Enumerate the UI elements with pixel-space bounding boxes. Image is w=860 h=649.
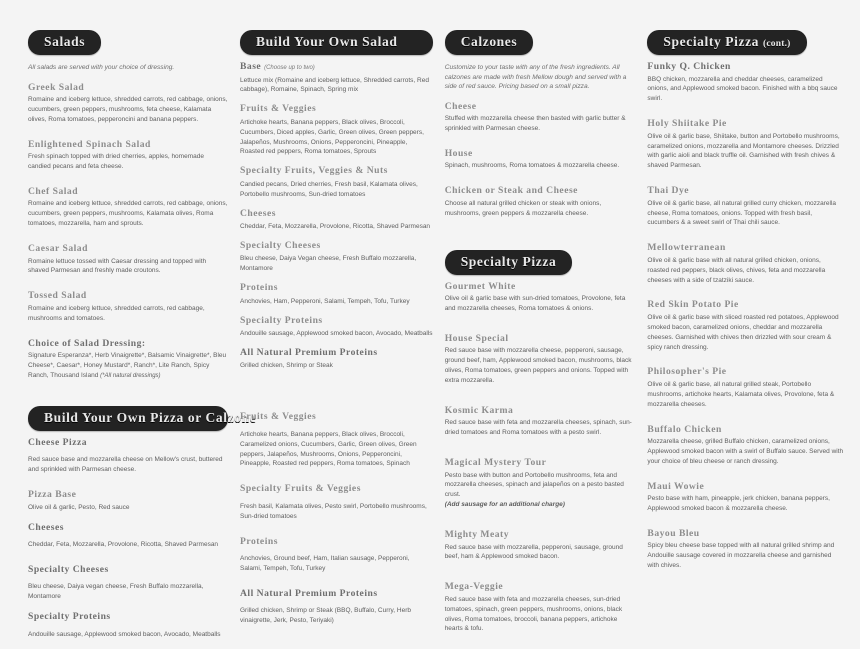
item-description-note [445, 500, 636, 510]
item-name: Proteins [240, 535, 278, 547]
item-name: Funky Q. Chicken [647, 61, 731, 72]
item-name: Magical Mystery Tour [444, 457, 547, 469]
menu-item-tossed-salad [28, 290, 228, 323]
item-name: Chef Salad [28, 185, 79, 197]
item-description: Lettuce mix (Romaine and iceberg lettuce, Shredded carrots, Red cabbage), Romaine, Spinach, Spring mix [240, 76, 429, 94]
item-name: Specialty Cheeses [28, 563, 109, 575]
item-name [240, 61, 433, 73]
dressing-list: Signature Esperanza*, Herb Vinaigrette*, Balsamic Vinaigrette*, Bleu Cheese*, Caesar*, Honey Mustard*, Ranch*, Lite Ranch, Spicy Ranch, Thousand Island [28, 352, 227, 379]
menu-item-specialty-cheeses [28, 564, 228, 602]
item-description: Romaine and iceberg lettuce, shredded carrots, red cabbage, onions, cucumbers, green peppers, mushrooms, feta cheese, Kalamata olives, Roma tomatoes, pepperoncini and banana peppers. [28, 96, 228, 123]
item-name: Caesar Salad [28, 243, 88, 255]
item-description: Pesto base with ham, pineapple, jerk chicken, banana peppers, Applewood smoked bacon & mozzarella cheese. [647, 495, 830, 512]
menu-item-pizza-fruits-veggies [240, 411, 433, 469]
menu-item-salad-proteins [240, 282, 433, 306]
item-name: Kosmic Karma [444, 404, 514, 416]
item-description: Cheddar, Feta, Mozzarella, Provolone, Ricotta, Shaved Parmesan [28, 541, 219, 549]
section-title-build-pizza: Build Your Own Pizza or Calzone [44, 409, 257, 425]
item-name: Maui Wowie [647, 480, 705, 492]
item-description: Stuffed with mozzarella cheese then basted with garlic butter & sprinkled with Parmesan cheese. [444, 115, 626, 133]
section-title-specialty-pizza: Specialty Pizza [460, 253, 557, 269]
menu-item-salad-base [240, 61, 433, 95]
menu-item-holy-shiitake-pie [647, 118, 844, 171]
spacer [445, 323, 636, 333]
menu-item-salad-specialty-fruits-veggies-nuts [240, 165, 433, 199]
item-description: Artichoke hearts, Banana peppers, Black olives, Broccoli, Cucumbers, Diced apples, Garlic, Green olives, Green peppers, Jalapeños, Mushrooms, Onions, Pepperoncini, Pineapple, Roasted red peppers, Roma tomatoes, Sprouts [240, 118, 424, 156]
item-name: Proteins [240, 282, 278, 294]
item-description: Red sauce base with feta and mozzarella cheeses, spinach, sun-dried tomatoes and Roma tomatoes with a pesto swirl. [444, 419, 632, 437]
menu-item-enlightened-spinach-salad [28, 139, 228, 172]
item-name: Gourmet White [444, 280, 516, 292]
item-description: Artichoke hearts, Banana peppers, Black olives, Broccoli, Caramelized onions, Cucumbers, Garlic, Green olives, Green peppers, Jalapeños, Mushrooms, Onions, Pepperoncini, Pineapple, Roasted red peppers, Roma tomatoes, Spinach [240, 430, 417, 468]
item-name: Cheese [444, 100, 477, 112]
item-description: Spicy bleu cheese base topped with all natural grilled shrimp and Andouille sausage covered in mozzarella cheese and garnished with chives. [647, 542, 835, 570]
item-description: Olive oil & garlic base with all natural grilled chicken, onions, roasted red peppers, black olives, chives, feta and mozzarella cheeses with a side of tzatziki sauce. [647, 256, 826, 284]
section-title-calzones: Calzones [460, 34, 518, 49]
item-name: Buffalo Chicken [647, 423, 722, 435]
menu-item-mighty-meaty [445, 529, 636, 562]
item-description: Anchovies, Ground beef, Ham, Italian sausage, Pepperoni, Salami, Tempeh, Tofu, Turkey [240, 555, 410, 572]
spacer [445, 519, 636, 529]
item-description: Red sauce base and mozzarella cheese on Mellow's crust, buttered and sprinkled with Parmesan cheese. [28, 456, 223, 474]
menu-item-pizza-proteins [240, 536, 433, 574]
menu-item-maui-wowie [647, 481, 844, 514]
item-description: Olive oil & garlic base, all natural grilled curry chicken, mozzarella cheese, Roma tomatoes, onions. Topped with fresh basil, cucumbers & a sweet swirl of Thai chili sauce. [647, 199, 836, 227]
menu-item-salad-dressing-choices [28, 338, 228, 381]
item-name: House Special [444, 332, 509, 344]
item-description: Fresh spinach topped with dried cherries, apples, homemade candied pecans and feta cheese. [28, 153, 204, 171]
item-description: Grilled chicken, Shrimp or Steak [240, 362, 333, 370]
item-description: Andouille sausage, Applewood smoked bacon, Avocado, Meatballs [240, 330, 433, 337]
item-name: Red Skin Potato Pie [647, 299, 739, 311]
menu-item-kosmic-karma [445, 405, 636, 438]
item-description: Anchovies, Ham, Pepperoni, Salami, Tempeh, Tofu, Turkey [240, 297, 410, 305]
menu-item-chef-salad [28, 186, 228, 229]
item-name: Philosopher's Pie [647, 366, 727, 378]
item-description: Olive oil & garlic base with sun-dried tomatoes, Provolone, feta and mozzarella cheeses, Roma tomatoes & onions. [444, 295, 626, 312]
item-name: Specialty Proteins [240, 314, 323, 326]
item-name: All Natural Premium Proteins [240, 346, 378, 358]
item-description: Cheddar, Feta, Mozzarella, Provolone, Ricotta, Shaved Parmesan [240, 223, 431, 230]
menu-item-bayou-bleu [647, 528, 844, 571]
item-description: Red sauce base with feta and mozzarella cheeses, sun-dried tomatoes, spinach, green peppers, mushrooms, onions, black olives, Roma tomatoes, broccoli, banana peppers, artichoke hearts & tofu. [444, 595, 623, 633]
add-sausage-note: (Add sausage for an additional charge) [444, 501, 565, 509]
item-name: Greek Salad [28, 81, 85, 93]
item-name: Specialty Fruits & Veggies [240, 483, 361, 495]
section-header-specialty-pizza-cont [647, 30, 806, 55]
item-description: BBQ chicken, mozzarella and cheddar cheeses, caramelized onions, and Applewood smoked bacon. Finished with a bbq sauce swirl. [647, 75, 838, 103]
section-header-specialty-pizza [445, 250, 573, 275]
menu-item-salad-specialty-proteins [240, 315, 433, 339]
calzones-note: Customize to your taste with any of the fresh ingredients. All calzones are made with fresh Mellow dough and served with a side of red sauce. Pricing based on a small pizza. [444, 64, 627, 91]
salads-note: All salads are served with your choice of dressing. [28, 64, 175, 71]
menu-item-pizza-specialty-fruits-veggies [240, 483, 433, 521]
item-name: Mighty Meaty [444, 529, 510, 541]
section-title-salads: Salads [44, 34, 86, 49]
menu-item-philosophers-pie [647, 366, 844, 409]
item-name: Cheeses [28, 521, 65, 533]
item-description: Pesto base with button and Portobello mushrooms, feta and mozzarella cheeses, spinach and jalapeños on a pesto basted crust. [444, 471, 624, 499]
item-description: Romaine and iceberg lettuce, shredded carrots, red cabbage, mushrooms and tomatoes. [28, 304, 205, 322]
item-name: Cheese Pizza [28, 436, 88, 448]
menu-item-house-special [445, 333, 636, 386]
section-title-text: Specialty Pizza [663, 34, 760, 49]
menu-item-salad-cheeses [240, 208, 433, 232]
spacer [240, 379, 433, 401]
item-description: Olive oil & garlic base, all natural grilled steak, Portobello mushrooms, artichoke hearts, Kalamata olives, Provolone, feta & mozzarella cheeses. [647, 380, 835, 408]
menu-item-calzone-cheese [445, 101, 636, 134]
item-description: Red sauce base with mozzarella cheese, pepperoni, sausage, ground beef, ham, Applewood smoked bacon, mushrooms, black olives, Roma tomatoes, green peppers and onions. Topped with extra mozzarella. [444, 347, 632, 384]
menu-item-buffalo-chicken [647, 424, 844, 467]
menu-item-cheese-pizza [28, 437, 228, 475]
item-name: Fruits & Veggies [240, 103, 317, 115]
menu-item-caesar-salad [28, 243, 228, 276]
item-description: Olive oil & garlic, Pesto, Red sauce [28, 503, 130, 511]
item-name-text: Base [240, 61, 262, 72]
section-title-specialty-pizza-cont [663, 34, 790, 49]
item-description: Candied pecans, Dried cherries, Fresh basil, Kalamata olives, Portobello mushrooms, Sun-dried tomatoes [240, 180, 418, 198]
item-description: Grilled chicken, Shrimp or Steak (BBQ, Buffalo, Curry, Herb vinaigrette, Jerk, Pesto, Teriyaki) [240, 607, 411, 625]
spacer [445, 571, 636, 581]
item-description: Red sauce base with mozzarella, pepperoni, sausage, ground beef, ham & Applewood smoked bacon. [444, 543, 623, 561]
item-name: All Natural Premium Proteins [240, 587, 378, 599]
menu-item-calzone-house [445, 148, 636, 171]
menu-item-gourmet-white [445, 281, 636, 314]
item-name: Cheeses [240, 207, 277, 219]
spacer [445, 228, 636, 250]
spacer [28, 390, 228, 406]
section-header-build-your-own-pizza-or-calzone [28, 406, 257, 431]
item-description: Choose all natural grilled chicken or steak with onions, mushrooms, green peppers & mozzarella cheese. [444, 199, 602, 217]
item-name: Specialty Proteins [28, 611, 111, 623]
spacer [445, 447, 636, 457]
spacer [445, 395, 636, 405]
item-description: Bleu cheese, Daiya vegan cheese, Fresh Buffalo mozzarella, Montamore [28, 583, 204, 601]
menu-item-magical-mystery-tour [445, 457, 636, 510]
section-header-build-your-own-salad [240, 30, 433, 55]
item-description: Olive oil & garlic base, Shiitake, button and Portobello mushrooms, caramelized onions, mozzarella and Montamore cheeses. Drizzled with garlic aioli and black truffle oil. Garnished with fresh chives & shaved Parmesan. [647, 132, 840, 170]
menu-item-pizza-all-natural-premium-proteins [240, 588, 433, 626]
item-description: Romaine and iceberg lettuce, shredded carrots, red cabbage, onions, cucumbers, green peppers, mushrooms, Kalamata olives, Roma tomatoes, mozzarella, ham and sprouts. [28, 200, 228, 228]
item-description: Bleu cheese, Daiya Vegan cheese, Fresh Buffalo mozzarella, Montamore [240, 255, 417, 273]
menu-item-salad-fruits-veggies [240, 103, 433, 157]
menu-item-red-skin-potato-pie [647, 299, 844, 352]
item-description: Andouille sausage, Applewood smoked bacon, Avocado, Meatballs [28, 630, 221, 638]
item-description: Olive oil & garlic base with sliced roasted red potatoes, Applewood smoked bacon, caramelized onions, cheddar and mozzarella cheeses. Garnished with chives then drizzled with sour cream & spicy ranch dressing. [647, 313, 839, 351]
item-description: Fresh basil, Kalamata olives, Pesto swirl, Portobello mushrooms, Sun-dried tomatoes [240, 502, 427, 520]
spacer [240, 401, 433, 411]
menu-column-2 [240, 30, 445, 635]
item-name: Tossed Salad [28, 290, 87, 302]
item-name: Pizza Base [28, 489, 77, 501]
menu-item-mega-veggie [445, 581, 636, 634]
item-name: Specialty Cheeses [240, 239, 321, 251]
item-name: Fruits & Veggies [240, 411, 317, 423]
item-description: Mozzarella cheese, grilled Buffalo chicken, caramelized onions, Applewood smoked bacon with a swirl of Buffalo sauce. Served with your choice of bleu cheese or ranch dressing. [647, 438, 844, 465]
menu-item-salad-specialty-cheeses [240, 240, 433, 274]
item-name: Enlightened Spinach Salad [28, 138, 151, 150]
section-title-build-salad: Build Your Own Salad [256, 34, 398, 49]
item-name-hint: (Choose up to two) [264, 65, 315, 71]
item-name: Specialty Fruits, Veggies & Nuts [240, 165, 388, 177]
item-name: Chicken or Steak and Cheese [444, 185, 578, 197]
section-header-calzones [445, 30, 534, 55]
menu-item-salad-all-natural-premium-proteins [240, 347, 433, 371]
item-name: Holy Shiitake Pie [647, 118, 727, 130]
menu-item-thai-dye [647, 185, 844, 228]
item-name: Mega-Veggie [444, 581, 504, 593]
item-name: Thai Dye [647, 185, 690, 197]
item-description: Romaine lettuce tossed with Caesar dressing and topped with shaved Parmesan and freshly made croutons. [28, 257, 207, 275]
menu-column-4 [647, 30, 848, 580]
section-title-cont-label: (cont.) [763, 39, 791, 49]
menu-item-funky-q-chicken [647, 61, 844, 104]
item-name: House [444, 147, 473, 159]
menu-item-greek-salad [28, 82, 228, 125]
item-name: Bayou Bleu [647, 527, 700, 539]
menu-item-cheeses [28, 522, 228, 550]
menu-item-pizza-base [28, 489, 228, 512]
menu-column-1 [28, 30, 257, 649]
item-name: Choice of Salad Dressing: [28, 337, 146, 349]
menu-item-specialty-proteins [28, 611, 228, 639]
item-name: Mellowterranean [647, 242, 726, 254]
section-header-salads [28, 30, 101, 55]
item-description: Spinach, mushrooms, Roma tomatoes & mozzarella cheese. [444, 162, 620, 170]
menu-column-3 [445, 30, 648, 643]
dressing-footnote: (*All natural dressings) [100, 372, 161, 379]
menu-item-mellowterranean [647, 242, 844, 285]
menu-columns [28, 30, 848, 649]
menu-item-calzone-chicken-or-steak-and-cheese [445, 185, 636, 218]
item-description [28, 351, 228, 381]
